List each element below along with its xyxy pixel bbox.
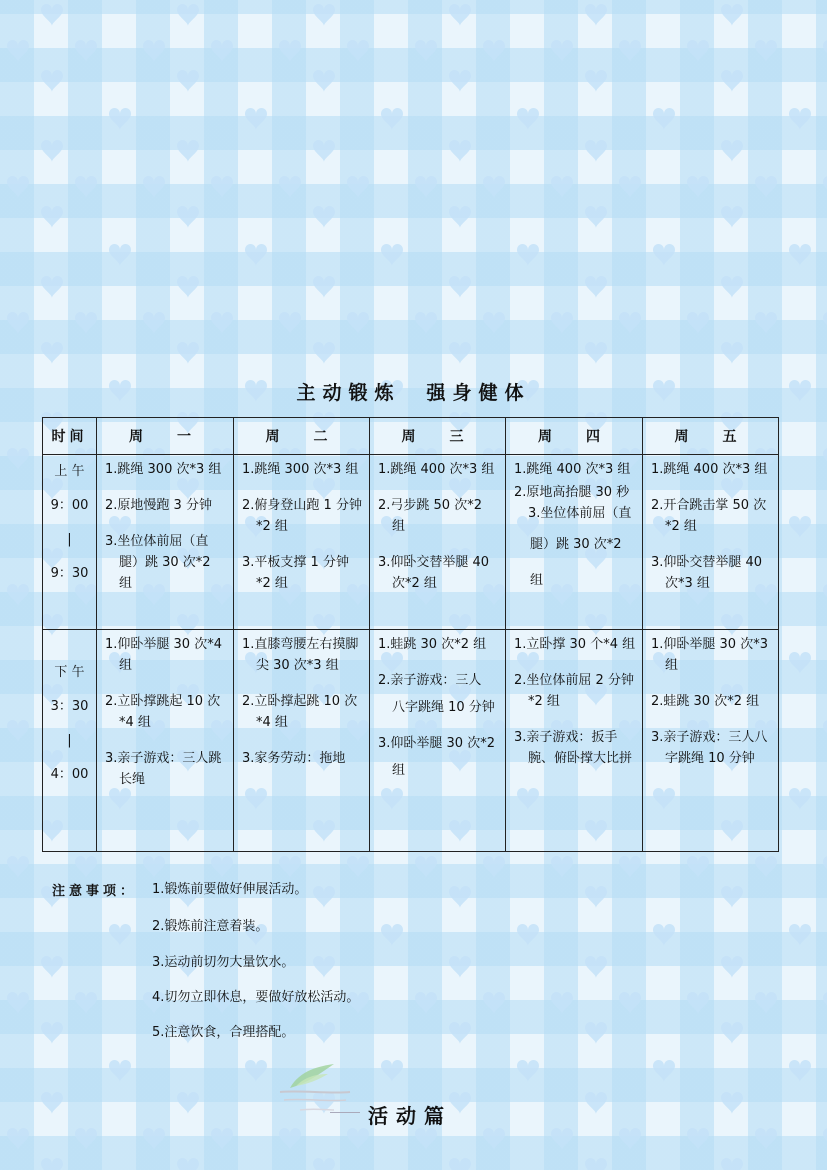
list-item: 1.跳绳 400 次*3 组 xyxy=(514,462,631,477)
note-item: 4.切勿立即休息，要做好放松活动。 xyxy=(152,990,360,1005)
list-item: 2.坐位体前屈 2 分钟*2 组 xyxy=(514,673,634,709)
morning-thu xyxy=(506,455,643,630)
page-title: 主动锻炼 强身健体 xyxy=(296,382,531,404)
list-item: 1.蛙跳 30 次*2 组 xyxy=(378,637,487,652)
list-item: 八字跳绳 10 分钟 xyxy=(392,700,495,715)
header-day: 周 五 xyxy=(643,418,779,455)
afternoon-time: 下 午 3：30 | 4：00 xyxy=(43,630,97,852)
list-item: 2.立卧撑起跳 10 次*4 组 xyxy=(242,694,358,730)
list-item: 2.蛙跳 30 次*2 组 xyxy=(651,694,760,709)
note-item: 2.锻炼前注意着装。 xyxy=(152,919,269,934)
table-header-row xyxy=(43,418,779,455)
afternoon-thu xyxy=(506,630,643,852)
list-item: 1.跳绳 300 次*3 组 xyxy=(105,462,222,477)
list-item: 2.俯身登山跑 1 分钟*2 组 xyxy=(242,498,362,534)
list-item: 1.立卧撑 30 个*4 组 xyxy=(514,637,636,652)
morning-mon xyxy=(97,455,234,630)
morning-row xyxy=(43,455,779,630)
list-item: 组 xyxy=(530,573,544,588)
header-day: 周 一 xyxy=(97,418,234,455)
header-day: 周 三 xyxy=(370,418,506,455)
list-item: 1.跳绳 400 次*3 组 xyxy=(378,462,495,477)
list-item: 1.仰卧举腿 30 次*3 组 xyxy=(651,637,768,673)
list-item: 3.坐位体前屈（直腿）跳 30 次*2 组 xyxy=(105,534,211,591)
list-item: 3.仰卧交替举腿 40 次*2 组 xyxy=(378,555,490,591)
list-item: 3.平板支撑 1 分钟*2 组 xyxy=(242,555,349,591)
morning-wed xyxy=(370,455,506,630)
list-item: 1.跳绳 400 次*3 组 xyxy=(651,462,768,477)
list-item: 2.亲子游戏：三人 xyxy=(378,673,482,688)
list-item: 2.立卧撑跳起 10 次*4 组 xyxy=(105,694,221,730)
note-item: 3.运动前切勿大量饮水。 xyxy=(152,955,295,970)
list-item: 2.原地慢跑 3 分钟 xyxy=(105,498,212,513)
afternoon-mon xyxy=(97,630,234,852)
leaf-decoration-icon xyxy=(270,1060,360,1120)
section-divider xyxy=(330,1112,360,1113)
list-item: 3.亲子游戏：三人跳长绳 xyxy=(105,751,222,787)
list-item: 3.仰卧举腿 30 次*2 xyxy=(378,736,495,751)
notes-label: 注意事项： xyxy=(52,884,138,899)
header-time: 时间 xyxy=(43,418,97,455)
list-item: 3.家务劳动：拖地 xyxy=(242,751,346,766)
list-item: 3.亲子游戏：三人八字跳绳 10 分钟 xyxy=(651,730,768,766)
list-item: 腿）跳 30 次*2 xyxy=(530,537,622,552)
note-item: 5.注意饮食，合理搭配。 xyxy=(152,1025,295,1040)
morning-fri xyxy=(643,455,779,630)
list-item: 2.弓步跳 50 次*2 组 xyxy=(378,498,482,534)
list-item: 2.原地高抬腿 30 秒 3.坐位体前屈（直 xyxy=(514,485,632,521)
afternoon-row xyxy=(43,630,779,852)
list-item: 3.亲子游戏：扳手腕、俯卧撑大比拼 xyxy=(514,730,633,766)
list-item: 组 xyxy=(392,763,406,778)
list-item: 2.开合跳击掌 50 次*2 组 xyxy=(651,498,767,534)
list-item: 3.仰卧交替举腿 40 次*3 组 xyxy=(651,555,763,591)
afternoon-wed xyxy=(370,630,506,852)
header-day: 周 二 xyxy=(234,418,370,455)
note-item: 1.锻炼前要做好伸展活动。 xyxy=(152,882,308,897)
list-item: 1.跳绳 300 次*3 组 xyxy=(242,462,359,477)
list-item: 1.直膝弯腰左右摸脚尖 30 次*3 组 xyxy=(242,637,359,673)
list-item: 1.仰卧举腿 30 次*4 组 xyxy=(105,637,222,673)
morning-tue xyxy=(234,455,370,630)
afternoon-fri xyxy=(643,630,779,852)
schedule-table xyxy=(42,417,779,852)
morning-time: 上 午 9：00 | 9：30 xyxy=(43,455,97,630)
header-day: 周 四 xyxy=(506,418,643,455)
afternoon-tue xyxy=(234,630,370,852)
section-title: 活动篇 xyxy=(368,1104,452,1128)
